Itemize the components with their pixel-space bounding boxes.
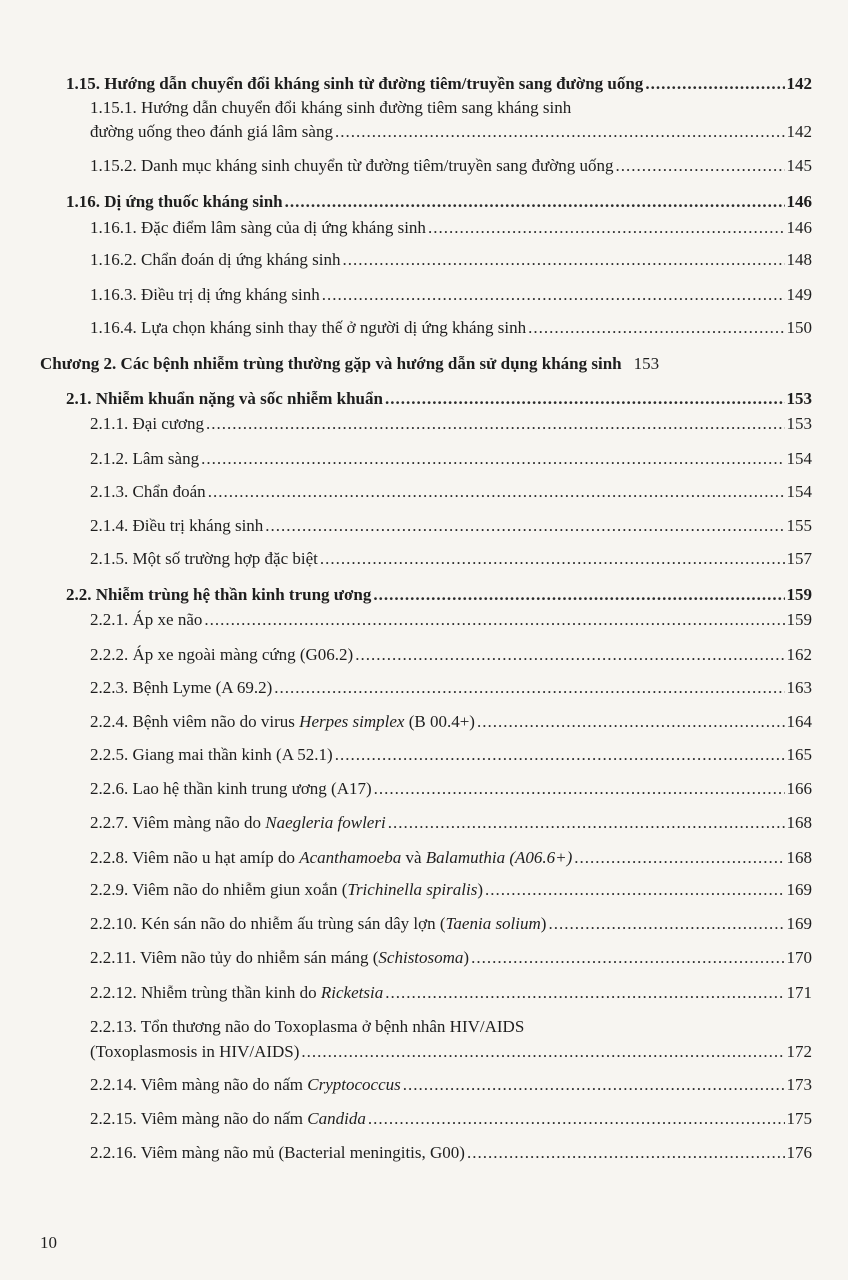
- leader-dots: [467, 1143, 785, 1163]
- toc-entry-page: 154: [786, 449, 812, 468]
- toc-entry[interactable]: [90, 122, 812, 142]
- toc-entry[interactable]: [90, 549, 812, 569]
- toc-entry-page: 162: [786, 645, 812, 664]
- leader-dots: [206, 414, 784, 434]
- toc-entry[interactable]: [90, 516, 812, 536]
- toc-entry[interactable]: [90, 1143, 812, 1163]
- toc-entry-page: 170: [786, 948, 812, 967]
- toc-entry-page: 166: [786, 779, 812, 798]
- toc-chapter-entry[interactable]: [40, 354, 812, 374]
- leader-dots: [320, 549, 785, 569]
- leader-dots: [477, 712, 785, 732]
- toc-entry[interactable]: [66, 192, 812, 212]
- leader-dots: [335, 122, 785, 142]
- leader-dots: [285, 192, 785, 212]
- toc-entry[interactable]: [90, 482, 812, 502]
- toc-entry[interactable]: [90, 678, 812, 698]
- toc-entry[interactable]: [66, 74, 812, 94]
- toc-entry-title: 2.2.9. Viêm não do nhiễm giun xoắn (Trichinella spiralis): [90, 880, 483, 899]
- toc-entry-page: 148: [786, 250, 812, 269]
- toc-entry-title: 1.16.1. Đặc điểm lâm sàng của dị ứng kháng sinh: [90, 218, 426, 237]
- toc-entry-page: 153: [633, 354, 660, 373]
- toc-entry-page: 155: [786, 516, 812, 535]
- toc-entry-title: 2.2.8. Viêm não u hạt amíp do Acanthamoeba và Balamuthia (A06.6+): [90, 848, 573, 867]
- leader-dots: [208, 482, 785, 502]
- toc-entry-page: 159: [786, 585, 812, 604]
- leader-dots: [485, 880, 785, 900]
- toc-entry-title: 2.1.5. Một số trường hợp đặc biệt: [90, 549, 318, 568]
- toc-entry-page: 153: [786, 414, 812, 433]
- toc-entry-page: 145: [786, 156, 812, 175]
- leader-dots: [335, 745, 785, 765]
- toc-entry-title: 2.1.4. Điều trị kháng sinh: [90, 516, 264, 535]
- toc-entry-title: 2.2.12. Nhiễm trùng thần kinh do Ricketsia: [90, 983, 384, 1002]
- leader-dots: [355, 645, 784, 665]
- leader-dots: [204, 610, 784, 630]
- leader-dots: [428, 218, 785, 238]
- page-number: 10: [40, 1233, 57, 1252]
- toc-entry-title: 2.2.7. Viêm màng não do Naegleria fowleri: [90, 813, 386, 832]
- toc-entry-title: 2.2.10. Kén sán não do nhiễm ấu trùng sán dây lợn (Taenia solium): [90, 914, 547, 933]
- toc-entry-page: 169: [786, 914, 812, 933]
- toc-entry[interactable]: [90, 779, 812, 799]
- toc-entry[interactable]: [90, 1109, 812, 1129]
- toc-entry-title: Chương 2. Các bệnh nhiễm trùng thường gặp và hướng dẫn sử dụng kháng sinh: [40, 354, 622, 373]
- leader-dots: [385, 983, 784, 1003]
- toc-entry-title: 2.1.2. Lâm sàng: [90, 449, 200, 468]
- leader-dots: [471, 948, 784, 968]
- toc-entry[interactable]: [66, 585, 812, 605]
- toc-entry-page: 150: [786, 318, 812, 337]
- toc-entry[interactable]: [90, 1042, 812, 1062]
- toc-entry[interactable]: [90, 745, 812, 765]
- toc-entry-page: 142: [786, 122, 812, 141]
- toc-entry-title: 2.2.15. Viêm màng não do nấm Candida: [90, 1109, 366, 1128]
- toc-entry[interactable]: [90, 948, 812, 968]
- toc-entry[interactable]: [90, 285, 812, 305]
- leader-dots: [403, 1075, 785, 1095]
- toc-entry-title: 1.15.2. Danh mục kháng sinh chuyển từ đường tiêm/truyền sang đường uống: [90, 156, 614, 175]
- toc-entry-page: 172: [786, 1042, 812, 1061]
- toc-entry-page: 146: [786, 218, 812, 237]
- toc-entry-title: 1.15. Hướng dẫn chuyển đổi kháng sinh từ đường tiêm/truyền sang đường uống: [66, 74, 644, 93]
- toc-entry-page: 157: [786, 549, 812, 568]
- toc-entry-title: 2.2.16. Viêm màng não mủ (Bacterial meningitis, G00): [90, 1143, 465, 1162]
- toc-entry[interactable]: [90, 218, 812, 238]
- toc-entry[interactable]: [66, 389, 812, 409]
- toc-entry-title: 2.1. Nhiễm khuẩn nặng và sốc nhiễm khuẩn: [66, 389, 383, 408]
- toc-entry[interactable]: [90, 318, 812, 338]
- toc-entry-page: 153: [786, 389, 812, 408]
- toc-entry-title: 2.2.6. Lao hệ thần kinh trung ương (A17): [90, 779, 372, 798]
- toc-entry[interactable]: [90, 983, 812, 1003]
- leader-dots: [528, 318, 784, 338]
- toc-entry-title-cont: đường uống theo đánh giá lâm sàng: [90, 122, 333, 141]
- toc-entry-page: 146: [786, 192, 812, 211]
- leader-dots: [574, 848, 784, 868]
- toc-entry-title: 1.16.4. Lựa chọn kháng sinh thay thế ở người dị ứng kháng sinh: [90, 318, 527, 337]
- toc-entry-title-cont: (Toxoplasmosis in HIV/AIDS): [90, 1042, 300, 1061]
- toc-entry[interactable]: [90, 414, 812, 434]
- toc-entry[interactable]: [90, 1075, 812, 1095]
- toc-entry-title: 2.2.3. Bệnh Lyme (A 69.2): [90, 678, 273, 697]
- leader-dots: [645, 74, 784, 94]
- toc-entry-page: 168: [786, 813, 812, 832]
- toc-entry-page: 154: [786, 482, 812, 501]
- toc-entry[interactable]: [90, 848, 812, 868]
- leader-dots: [343, 250, 785, 270]
- leader-dots: [615, 156, 784, 176]
- toc-entry[interactable]: [90, 156, 812, 176]
- toc-entry-title: 2.2.13. Tổn thương não do Toxoplasma ở bệnh nhân HIV/AIDS: [90, 1017, 525, 1036]
- leader-dots: [373, 585, 784, 605]
- toc-entry-page: 159: [786, 610, 812, 629]
- toc-entry-page: 176: [786, 1143, 812, 1162]
- toc-entry-page: 149: [786, 285, 812, 304]
- leader-dots: [385, 389, 785, 409]
- toc-entry-title: 1.16.3. Điều trị dị ứng kháng sinh: [90, 285, 320, 304]
- toc-entry-page: 173: [786, 1075, 812, 1094]
- toc-entry[interactable]: [90, 250, 812, 270]
- leader-dots: [374, 779, 785, 799]
- leader-dots: [201, 449, 784, 469]
- toc-entry-title: 2.2.4. Bệnh viêm não do virus Herpes simplex (B 00.4+): [90, 712, 475, 731]
- toc-entry-title: 2.2.11. Viêm não tủy do nhiễm sán máng (Schistosoma): [90, 948, 470, 967]
- toc-entry[interactable]: [90, 914, 812, 934]
- toc-entry[interactable]: [90, 880, 812, 900]
- toc-entry-title: 2.2.5. Giang mai thần kinh (A 52.1): [90, 745, 333, 764]
- leader-dots: [265, 516, 784, 536]
- toc-entry-page: 168: [786, 848, 812, 867]
- toc-entry-title: 2.2. Nhiễm trùng hệ thần kinh trung ương: [66, 585, 372, 604]
- toc-entry-title: 2.1.1. Đại cương: [90, 414, 205, 433]
- toc-entry-title: 2.2.1. Áp xe não: [90, 610, 203, 629]
- leader-dots: [274, 678, 784, 698]
- toc-entry-title: 1.15.1. Hướng dẫn chuyển đổi kháng sinh đường tiêm sang kháng sinh: [90, 98, 572, 117]
- toc-entry-page: 171: [786, 983, 812, 1002]
- toc-entry-page: 164: [786, 712, 812, 731]
- toc-entry-title: 2.2.14. Viêm màng não do nấm Cryptococcus: [90, 1075, 401, 1094]
- toc-entry-title: 1.16.2. Chẩn đoán dị ứng kháng sinh: [90, 250, 341, 269]
- toc-entry-page: 163: [786, 678, 812, 697]
- toc-entry-title: 2.1.3. Chẩn đoán: [90, 482, 206, 501]
- leader-dots: [548, 914, 784, 934]
- leader-dots: [301, 1042, 784, 1062]
- leader-dots: [368, 1109, 785, 1129]
- toc-entry[interactable]: [90, 712, 812, 732]
- toc-entry-page: 175: [786, 1109, 812, 1128]
- toc-entry[interactable]: [90, 645, 812, 665]
- toc-entry-page: 165: [786, 745, 812, 764]
- toc-entry[interactable]: [90, 610, 812, 630]
- toc-entry-title: 2.2.2. Áp xe ngoài màng cứng (G06.2): [90, 645, 354, 664]
- toc-entry-title: 1.16. Dị ứng thuốc kháng sinh: [66, 192, 283, 211]
- toc-entry[interactable]: [90, 813, 812, 833]
- toc-entry-page: 169: [786, 880, 812, 899]
- toc-entry-page: 142: [786, 74, 812, 93]
- toc-entry[interactable]: [90, 449, 812, 469]
- leader-dots: [322, 285, 785, 305]
- leader-dots: [388, 813, 785, 833]
